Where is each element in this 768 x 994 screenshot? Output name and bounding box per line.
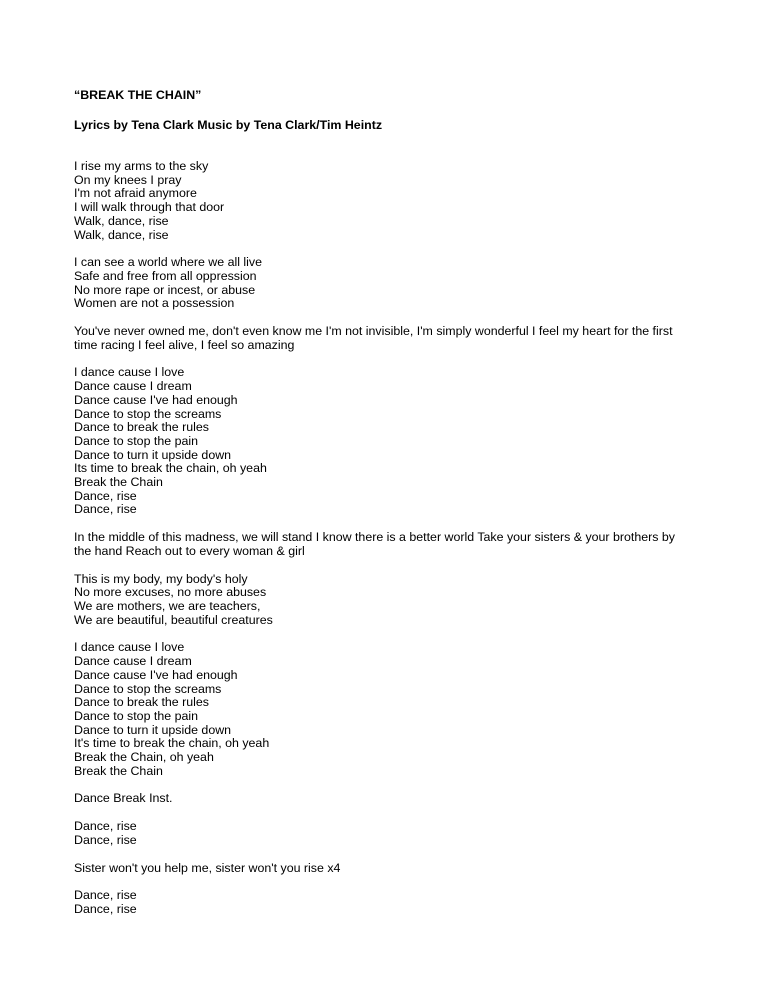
lyric-line: Dance, rise bbox=[74, 832, 137, 847]
lyric-stanza bbox=[74, 160, 714, 242]
lyric-line: Dance to stop the pain bbox=[74, 433, 198, 448]
lyric-line: Dance to turn it upside down bbox=[74, 722, 232, 737]
lyric-line: Its time to break the chain, oh yeah bbox=[74, 461, 267, 476]
lyric-line: We are mothers, we are teachers, bbox=[74, 598, 261, 613]
lyric-line: Dance, rise bbox=[74, 502, 137, 517]
lyric-stanza bbox=[74, 366, 714, 517]
lyric-stanza bbox=[74, 256, 714, 311]
lyric-stanza bbox=[74, 862, 714, 876]
lyric-line: Dance, rise bbox=[74, 488, 137, 503]
lyric-stanza bbox=[74, 820, 714, 847]
lyric-line: I will walk through that door bbox=[74, 200, 225, 215]
lyric-line: We are beautiful, beautiful creatures bbox=[74, 612, 273, 627]
lyric-paragraph: You've never owned me, don't even know me I'm not invisible, I'm simply wonderful I feel my heart for the first time racing I feel alive, I feel so amazing bbox=[74, 324, 673, 352]
lyric-line: I dance cause I love bbox=[74, 640, 185, 655]
lyric-line: Dance, rise bbox=[74, 819, 137, 834]
lyric-line: Sister won't you help me, sister won't you rise x4 bbox=[74, 860, 341, 875]
lyrics-body bbox=[74, 160, 714, 917]
lyric-line: Women are not a possession bbox=[74, 296, 235, 311]
lyric-line: Dance cause I've had enough bbox=[74, 392, 238, 407]
lyric-stanza bbox=[74, 641, 714, 778]
lyric-paragraph: In the middle of this madness, we will stand I know there is a better world Take your sisters & your brothers by the hand Reach out to every woman & girl bbox=[74, 530, 675, 558]
lyric-line: Safe and free from all oppression bbox=[74, 268, 257, 283]
lyric-line: Break the Chain bbox=[74, 763, 163, 778]
lyric-line: Walk, dance, rise bbox=[74, 227, 169, 242]
lyric-stanza bbox=[74, 889, 714, 916]
lyric-line: Walk, dance, rise bbox=[74, 213, 169, 228]
lyric-line: I rise my arms to the sky bbox=[74, 159, 209, 173]
lyric-line: Break the Chain, oh yeah bbox=[74, 750, 214, 765]
song-title: “BREAK THE CHAIN” bbox=[74, 88, 202, 102]
lyric-line: Dance to stop the pain bbox=[74, 708, 198, 723]
lyric-line: Dance Break Inst. bbox=[74, 791, 173, 806]
lyric-line: I can see a world where we all live bbox=[74, 255, 263, 270]
lyric-line: On my knees I pray bbox=[74, 172, 182, 187]
lyric-stanza bbox=[74, 573, 714, 628]
lyric-line: Dance to break the rules bbox=[74, 420, 209, 435]
lyric-line: Dance to break the rules bbox=[74, 695, 209, 710]
lyric-line: Dance to stop the screams bbox=[74, 406, 222, 421]
lyric-line: Dance to turn it upside down bbox=[74, 447, 232, 462]
lyric-line: Dance cause I dream bbox=[74, 654, 192, 669]
lyric-line: Dance cause I dream bbox=[74, 379, 192, 394]
lyric-line: Dance to stop the screams bbox=[74, 681, 222, 696]
song-credits: Lyrics by Tena Clark Music by Tena Clark/Tim Heintz bbox=[74, 118, 383, 132]
lyric-line: Dance, rise bbox=[74, 888, 137, 903]
lyric-line: No more rape or incest, or abuse bbox=[74, 282, 256, 297]
lyric-line: Dance, rise bbox=[74, 901, 137, 916]
lyric-line: This is my body, my body's holy bbox=[74, 571, 248, 586]
lyric-line: Break the Chain bbox=[74, 475, 163, 490]
lyric-line: No more excuses, no more abuses bbox=[74, 585, 267, 600]
lyric-line: I dance cause I love bbox=[74, 365, 185, 380]
lyric-stanza bbox=[74, 792, 714, 806]
lyric-line: It's time to break the chain, oh yeah bbox=[74, 736, 270, 751]
lyric-line: I'm not afraid anymore bbox=[74, 186, 197, 201]
document-page bbox=[74, 88, 714, 931]
lyric-line: Dance cause I've had enough bbox=[74, 667, 238, 682]
